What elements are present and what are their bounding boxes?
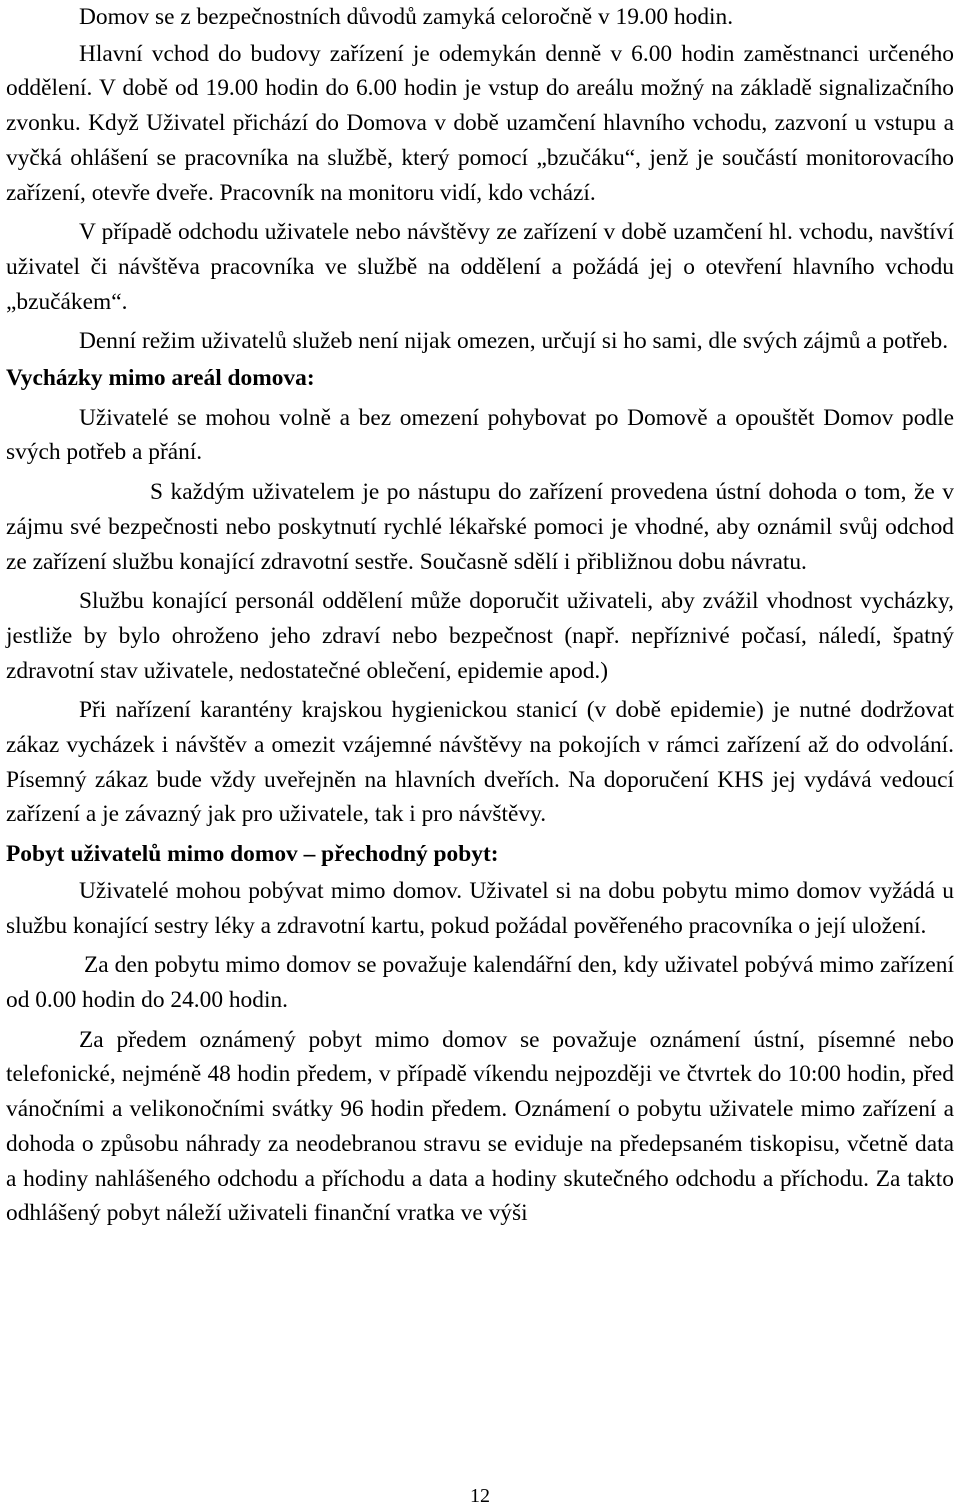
paragraph-staff-recommendation: Službu konající personál oddělení může doporučit uživateli, aby zvážil vhodnost vycházky, jestliže by bylo ohroženo jeho zdraví nebo bezpečnost (např. nepříznivé počasí, náledí, špatný zdravotní stav uživatele, nedostatečné oblečení, epidemie apod.) [6,588,954,684]
paragraph-leaving-after-lock: V případě odchodu uživatele nebo návštěvy ze zařízení v době uzamčení hl. vchodu, navštíví uživatel či návštěva pracovníka ve službě na oddělení a požádá jej o otevření hlavního vchodu „bzučákem“. [6,219,954,315]
paragraph-day-definition: Za den pobytu mimo domov se považuje kalendářní den, kdy uživatel pobývá mimo zařízení od 0.00 hodin do 24.00 hodin. [6,952,954,1013]
paragraph-main-entrance: Hlavní vchod do budovy zařízení je odemykán denně v 6.00 hodin zaměstnanci určeného oddělení. V době od 19.00 hodin do 6.00 hodin je vstup do areálu možný na základě signalizačního zvonku. Když Uživatel přichází do Domova v době uzamčení hlavního vchodu, zazvoní u vstupu a vyčká ohlášení se pracovníka na službě, který pomocí „bzučáku“, jenž je součástí monitorovacího zařízení, otevře dveře. Pracovník na monitoru vidí, kdo vchází. [6,40,954,206]
document-page [6,0,954,1231]
page-number: 12 [470,1485,490,1507]
heading-temporary-stay: Pobyt uživatelů mimo domov – přechodný pobyt: [6,841,499,868]
heading-walks-outside: Vycházky mimo areál domova: [6,365,315,392]
paragraph-free-movement: Uživatelé se mohou volně a bez omezení pohybovat po Domově a opouštět Domov podle svých potřeb a přání. [6,404,954,466]
paragraph-daily-regime: Denní režim uživatelů služeb není nijak omezen, určují si ho sami, dle svých zájmů a potřeb. [79,328,949,355]
paragraph-lock-time: Domov se z bezpečnostních důvodů zamyká celoročně v 19.00 hodin. [79,4,734,30]
paragraph-stay-outside: Uživatelé mohou pobývat mimo domov. Uživatel si na dobu pobytu mimo domov vyžádá u službu konající sestry léky a zdravotní kartu, pokud požádal pověřeného pracovníka o její uložení. [6,877,954,939]
paragraph-quarantine: Při nařízení karantény krajskou hygienickou stanicí (v době epidemie) je nutné dodržovat zákaz vycházek i návštěv a omezit vzájemné návštěvy na pokojích v rámci zařízení až do odvolání. Písemný zákaz bude vždy uveřejněn na hlavních dveřích. Na doporučení KHS jej vydává vedoucí zařízení a je závazný jak pro uživatele, tak i pro návštěvy. [6,697,954,828]
paragraph-announced-stay: Za předem oznámený pobyt mimo domov se považuje oznámení ústní, písemné nebo telefonické, nejméně 48 hodin předem, v případě víkendu nejpozději ve čtvrtek do 10:00 hodin, před vánočními a velikonočními svátky 96 hodin předem. Oznámení o pobytu uživatele mimo zařízení a dohoda o způsobu náhrady za neodebranou stravu se eviduje na předepsaném tiskopisu, včetně data a hodiny nahlášeného odchodu a příchodu a data a hodiny skutečného odchodu a příchodu. Za takto odhlášený pobyt náleží uživateli finanční vratka ve výši [6,1026,954,1227]
paragraph-oral-agreement: S každým uživatelem je po nástupu do zařízení provedena ústní dohoda o tom, že v zájmu své bezpečnosti nebo poskytnutí rychlé lékařské pomoci je vhodné, aby oznámil svůj odchod ze zařízení službu konající zdravotní sestře. Současně sdělí i přibližnou dobu návratu. [6,479,954,575]
